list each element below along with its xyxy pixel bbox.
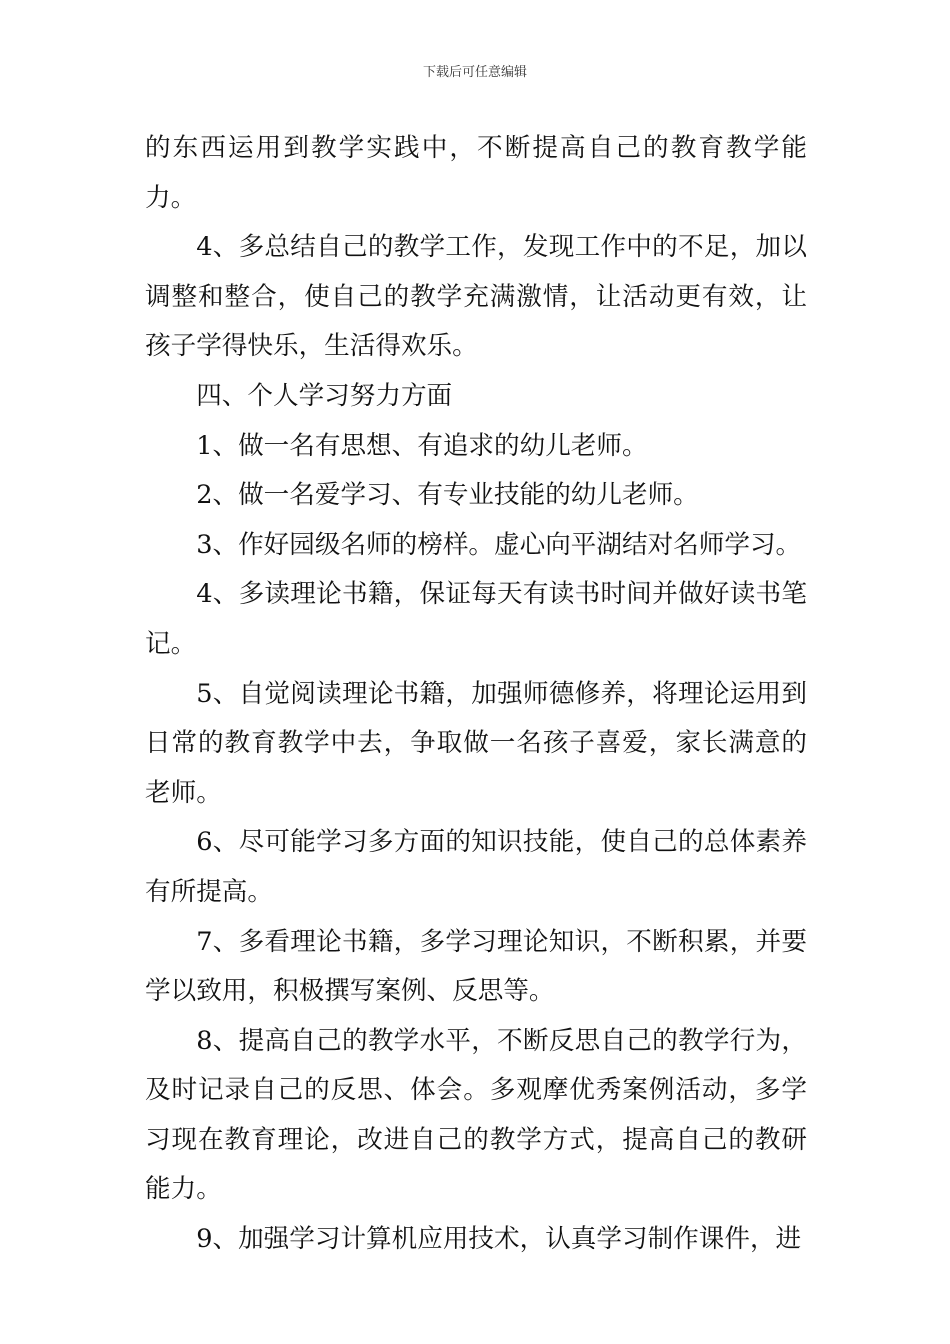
- list-item: 8、提高自己的教学水平，不断反思自己的教学行为，及时记录自己的反思、体会。多观摩优秀案例活动，多学习现在教育理论，改进自己的教学方式，提高自己的教研能力。: [145, 1025, 807, 1205]
- list-item: 2、做一名爱学习、有专业技能的幼儿老师。: [196, 480, 699, 511]
- document-body: [145, 124, 807, 1265]
- page-header-note: 下载后可任意编辑: [422, 65, 527, 80]
- list-item: 9、加强学习计算机应用技术，认真学习制作课件，进: [196, 1224, 802, 1255]
- list-item: 7、多看理论书籍，多学习理论知识，不断积累，并要学以致用，积极撰写案例、反思等。: [145, 926, 807, 1007]
- list-item: 6、尽可能学习多方面的知识技能，使自己的总体素养有所提高。: [145, 827, 807, 907]
- list-item: 4、多读理论书籍，保证每天有读书时间并做好读书笔记。: [145, 579, 807, 659]
- section-heading: 四、个人学习努力方面: [196, 380, 453, 411]
- paragraph: 4、多总结自己的教学工作，发现工作中的不足，加以调整和整合，使自己的教学充满激情，让活动更有效，让孩子学得快乐，生活得欢乐。: [145, 232, 807, 362]
- list-item: 1、做一名有思想、有追求的幼儿老师。: [196, 430, 648, 461]
- paragraph: 的东西运用到教学实践中，不断提高自己的教育教学能力。: [145, 133, 807, 213]
- list-item: 3、作好园级名师的榜样。虚心向平湖结对名师学习。: [196, 529, 802, 560]
- list-item: 5、自觉阅读理论书籍，加强师德修养，将理论运用到日常的教育教学中去，争取做一名孩子喜爱，家长满意的老师。: [145, 678, 807, 808]
